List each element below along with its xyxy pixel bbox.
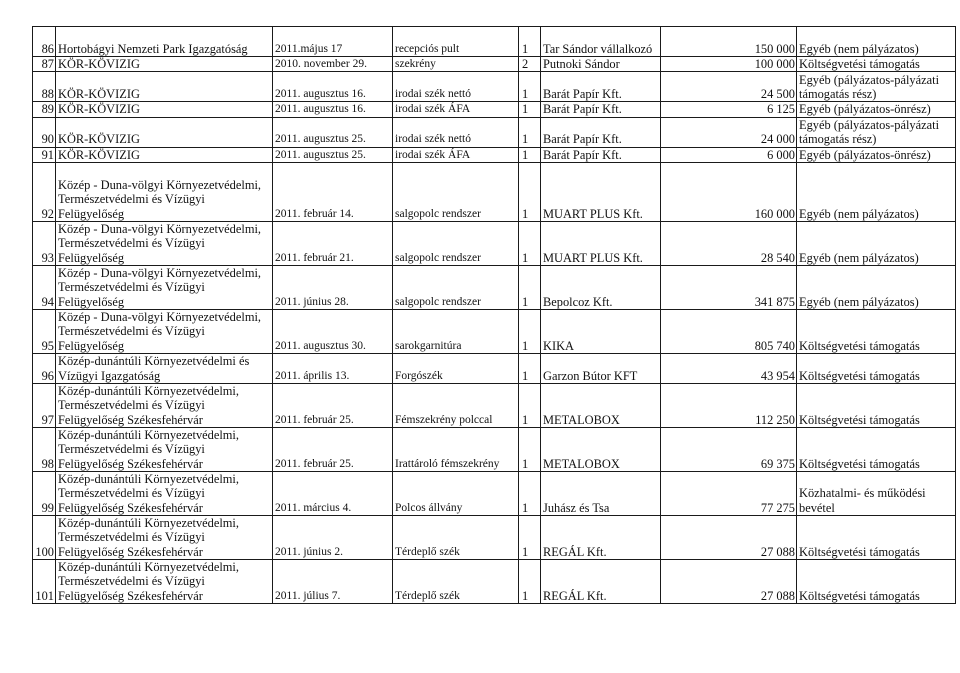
table-row (33, 309, 956, 353)
table-row (33, 221, 956, 265)
item-cell: Polcos állvány (393, 471, 519, 515)
supplier-cell: Barát Papír Kft. (541, 147, 661, 162)
item-cell: recepciós pult (393, 27, 519, 57)
quantity-cell: 1 (519, 383, 541, 427)
quantity-cell: 2 (519, 57, 541, 72)
quantity-cell: 1 (519, 353, 541, 383)
row-number: 92 (33, 162, 56, 221)
row-number: 87 (33, 57, 56, 72)
item-cell: sarokgarnitúra (393, 309, 519, 353)
date-cell: 2011. február 14. (273, 162, 393, 221)
row-number: 86 (33, 27, 56, 57)
table-row (33, 471, 956, 515)
organization-cell: KÖR-KÖVIZIG (56, 147, 273, 162)
item-cell: irodai szék ÁFA (393, 102, 519, 117)
row-number: 93 (33, 221, 56, 265)
quantity-cell: 1 (519, 147, 541, 162)
row-number: 99 (33, 471, 56, 515)
date-cell: 2011. február 25. (273, 383, 393, 427)
organization-cell: Közép-dunántúli Környezetvédelmi és Vízügyi Igazgatóság (56, 353, 273, 383)
table-row (33, 515, 956, 559)
funding-source-cell: Egyéb (nem pályázatos) (797, 221, 956, 265)
date-cell: 2010. november 29. (273, 57, 393, 72)
supplier-cell: MUART PLUS Kft. (541, 162, 661, 221)
item-cell: Irattároló fémszekrény (393, 427, 519, 471)
amount-cell: 24 000 (661, 117, 797, 147)
item-cell: szekrény (393, 57, 519, 72)
item-cell: salgopolc rendszer (393, 221, 519, 265)
amount-cell: 100 000 (661, 57, 797, 72)
supplier-cell: Juhász és Tsa (541, 471, 661, 515)
quantity-cell: 1 (519, 117, 541, 147)
organization-cell: Közép-dunántúli Környezetvédelmi, Természetvédelmi és Vízügyi Felügyelőség Székesfehérvár (56, 515, 273, 559)
table-row (33, 117, 956, 147)
table-row (33, 383, 956, 427)
row-number: 95 (33, 309, 56, 353)
quantity-cell: 1 (519, 72, 541, 102)
funding-source-cell: Költségvetési támogatás (797, 559, 956, 603)
amount-cell: 69 375 (661, 427, 797, 471)
supplier-cell: Putnoki Sándor (541, 57, 661, 72)
row-number: 96 (33, 353, 56, 383)
organization-cell: Közép-dunántúli Környezetvédelmi, Természetvédelmi és Vízügyi Felügyelőség Székesfehérvár (56, 383, 273, 427)
funding-source-cell: Költségvetési támogatás (797, 427, 956, 471)
date-cell: 2011. február 25. (273, 427, 393, 471)
supplier-cell: Barát Papír Kft. (541, 102, 661, 117)
supplier-cell: KIKA (541, 309, 661, 353)
amount-cell: 27 088 (661, 559, 797, 603)
supplier-cell: METALOBOX (541, 427, 661, 471)
row-number: 94 (33, 265, 56, 309)
date-cell: 2011. június 2. (273, 515, 393, 559)
supplier-cell: MUART PLUS Kft. (541, 221, 661, 265)
organization-cell: Közép-dunántúli Környezetvédelmi, Természetvédelmi és Vízügyi Felügyelőség Székesfehérvár (56, 427, 273, 471)
date-cell: 2011. június 28. (273, 265, 393, 309)
quantity-cell: 1 (519, 265, 541, 309)
quantity-cell: 1 (519, 221, 541, 265)
funding-source-cell: Egyéb (pályázatos-pályázati támogatás rész) (797, 117, 956, 147)
date-cell: 2011. július 7. (273, 559, 393, 603)
supplier-cell: Tar Sándor vállalkozó (541, 27, 661, 57)
row-number: 89 (33, 102, 56, 117)
date-cell: 2011. augusztus 16. (273, 102, 393, 117)
row-number: 101 (33, 559, 56, 603)
funding-source-cell: Egyéb (nem pályázatos) (797, 27, 956, 57)
amount-cell: 341 875 (661, 265, 797, 309)
amount-cell: 112 250 (661, 383, 797, 427)
amount-cell: 805 740 (661, 309, 797, 353)
item-cell: Térdeplő szék (393, 515, 519, 559)
date-cell: 2011. augusztus 25. (273, 117, 393, 147)
organization-cell: Közép - Duna-völgyi Környezetvédelmi, Természetvédelmi és Vízügyi Felügyelőség (56, 265, 273, 309)
organization-cell: Hortobágyi Nemzeti Park Igazgatóság (56, 27, 273, 57)
funding-source-cell: Költségvetési támogatás (797, 515, 956, 559)
supplier-cell: Bepolcoz Kft. (541, 265, 661, 309)
amount-cell: 77 275 (661, 471, 797, 515)
supplier-cell: Garzon Bútor KFT (541, 353, 661, 383)
table-row (33, 559, 956, 603)
organization-cell: Közép-dunántúli Környezetvédelmi, Természetvédelmi és Vízügyi Felügyelőség Székesfehérvár (56, 559, 273, 603)
table-row (33, 427, 956, 471)
funding-source-cell: Egyéb (nem pályázatos) (797, 162, 956, 221)
organization-cell: KÖR-KÖVIZIG (56, 72, 273, 102)
item-cell: irodai szék nettó (393, 72, 519, 102)
row-number: 91 (33, 147, 56, 162)
item-cell: salgopolc rendszer (393, 265, 519, 309)
funding-source-cell: Egyéb (nem pályázatos) (797, 265, 956, 309)
organization-cell: KÖR-KÖVIZIG (56, 117, 273, 147)
row-number: 100 (33, 515, 56, 559)
item-cell: salgopolc rendszer (393, 162, 519, 221)
amount-cell: 150 000 (661, 27, 797, 57)
item-cell: irodai szék nettó (393, 117, 519, 147)
funding-source-cell: Egyéb (pályázatos-önrész) (797, 102, 956, 117)
funding-source-cell: Költségvetési támogatás (797, 57, 956, 72)
row-number: 98 (33, 427, 56, 471)
date-cell: 2011. augusztus 16. (273, 72, 393, 102)
row-number: 97 (33, 383, 56, 427)
item-cell: Forgószék (393, 353, 519, 383)
quantity-cell: 1 (519, 427, 541, 471)
row-number: 88 (33, 72, 56, 102)
organization-cell: Közép - Duna-völgyi Környezetvédelmi, Természetvédelmi és Vízügyi Felügyelőség (56, 162, 273, 221)
date-cell: 2011. augusztus 25. (273, 147, 393, 162)
amount-cell: 6 000 (661, 147, 797, 162)
quantity-cell: 1 (519, 559, 541, 603)
supplier-cell: REGÁL Kft. (541, 559, 661, 603)
supplier-cell: REGÁL Kft. (541, 515, 661, 559)
quantity-cell: 1 (519, 515, 541, 559)
quantity-cell: 1 (519, 309, 541, 353)
funding-source-cell: Közhatalmi- és működési bevétel (797, 471, 956, 515)
table-row (33, 162, 956, 221)
date-cell: 2011. április 13. (273, 353, 393, 383)
table-row (33, 27, 956, 57)
date-cell: 2011. február 21. (273, 221, 393, 265)
table-row (33, 102, 956, 117)
procurement-table (32, 26, 956, 604)
date-cell: 2011. március 4. (273, 471, 393, 515)
quantity-cell: 1 (519, 27, 541, 57)
funding-source-cell: Költségvetési támogatás (797, 353, 956, 383)
table-row (33, 353, 956, 383)
organization-cell: Közép - Duna-völgyi Környezetvédelmi, Természetvédelmi és Vízügyi Felügyelőség (56, 221, 273, 265)
amount-cell: 27 088 (661, 515, 797, 559)
date-cell: 2011. augusztus 30. (273, 309, 393, 353)
date-cell: 2011.május 17 (273, 27, 393, 57)
item-cell: Fémszekrény polccal (393, 383, 519, 427)
table-row (33, 57, 956, 72)
amount-cell: 28 540 (661, 221, 797, 265)
row-number: 90 (33, 117, 56, 147)
item-cell: Térdeplő szék (393, 559, 519, 603)
quantity-cell: 1 (519, 471, 541, 515)
quantity-cell: 1 (519, 102, 541, 117)
amount-cell: 6 125 (661, 102, 797, 117)
table-row (33, 265, 956, 309)
quantity-cell: 1 (519, 162, 541, 221)
organization-cell: KÖR-KÖVIZIG (56, 102, 273, 117)
amount-cell: 24 500 (661, 72, 797, 102)
organization-cell: Közép-dunántúli Környezetvédelmi, Természetvédelmi és Vízügyi Felügyelőség Székesfehérvár (56, 471, 273, 515)
amount-cell: 43 954 (661, 353, 797, 383)
funding-source-cell: Költségvetési támogatás (797, 383, 956, 427)
supplier-cell: Barát Papír Kft. (541, 117, 661, 147)
supplier-cell: METALOBOX (541, 383, 661, 427)
supplier-cell: Barát Papír Kft. (541, 72, 661, 102)
amount-cell: 160 000 (661, 162, 797, 221)
table-row (33, 72, 956, 102)
funding-source-cell: Egyéb (pályázatos-pályázati támogatás rész) (797, 72, 956, 102)
organization-cell: Közép - Duna-völgyi Környezetvédelmi, Természetvédelmi és Vízügyi Felügyelőség (56, 309, 273, 353)
organization-cell: KÖR-KÖVIZIG (56, 57, 273, 72)
funding-source-cell: Költségvetési támogatás (797, 309, 956, 353)
item-cell: irodai szék ÁFA (393, 147, 519, 162)
funding-source-cell: Egyéb (pályázatos-önrész) (797, 147, 956, 162)
table-row (33, 147, 956, 162)
